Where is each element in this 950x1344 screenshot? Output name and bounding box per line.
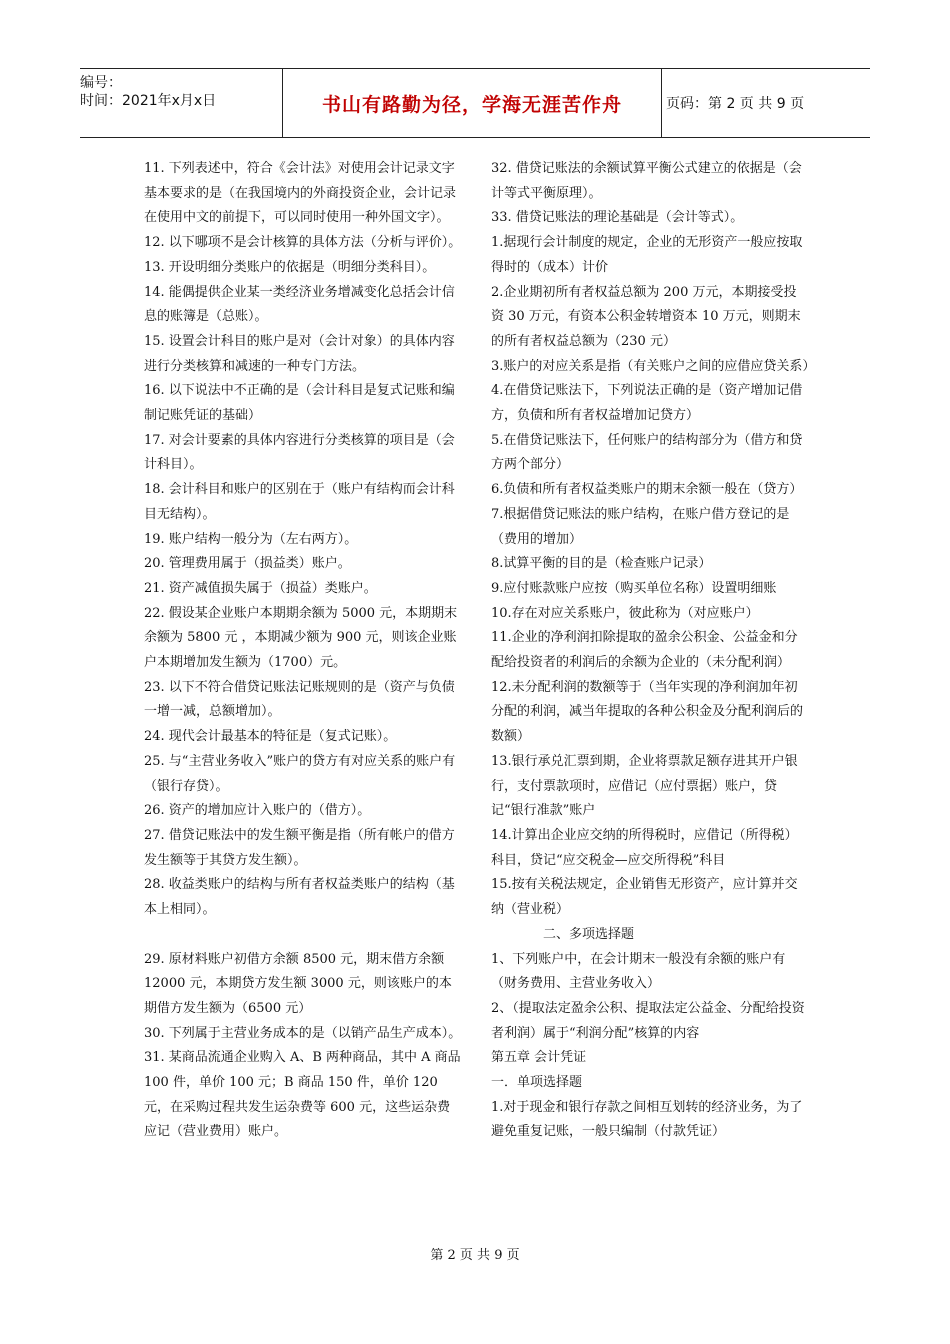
document-number-label: 编号： xyxy=(80,75,122,91)
question-paragraph: 24. 现代会计最基本的特征是（复式记账）。 xyxy=(144,729,397,745)
left-column xyxy=(144,157,462,1145)
question-paragraph: 17. 对会计要素的具体内容进行分类核算的项目是（会计科目）。 xyxy=(144,432,455,473)
question-paragraph: 29. 原材料账户初借方余额 8500 元，期末借方余额 12000 元，本期贷方发生额 3000 元，则该账户的本期借方发生额为（6500 元） xyxy=(144,951,452,1016)
header-motto: 书山有路勤为径，学海无涯苦作舟 xyxy=(321,93,622,116)
question-paragraph: 16. 以下说法中不正确的是（会计科目是复式记账和编制记账凭证的基础） xyxy=(144,383,455,424)
blank-line xyxy=(144,923,462,948)
header-meta xyxy=(80,69,280,142)
page-header xyxy=(80,68,870,138)
question-paragraph: 33. 借贷记账法的理论基础是（会计等式）。 xyxy=(491,210,744,226)
header-motto-cell xyxy=(282,69,662,137)
section-heading: 一．单项选择题 xyxy=(491,1075,583,1091)
question-paragraph: 11. 下列表述中，符合《会计法》对使用会计记录文字基本要求的是（在我国境内的外商投资企业，会计记录在使用中文的前提下，可以同时使用一种外国文字）。 xyxy=(144,161,457,226)
question-paragraph: 8.试算平衡的目的是（检查账户记录） xyxy=(491,556,712,572)
question-paragraph: 6.负债和所有者权益类账户的期末余额一般在（贷方） xyxy=(491,482,803,498)
question-paragraph: 31. 某商品流通企业购入 A、B 两种商品，其中 A 商品 100 件，单价 100 元；B 商品 150 件，单价 120 元，在采购过程共发生运杂费等 600 元，这些运杂费应记（营业费用）账户。 xyxy=(144,1050,461,1140)
question-paragraph: 2、（提取法定盈余公积、提取法定公益金、分配给投资者利润）属于“利润分配”核算的内容 xyxy=(491,1000,805,1041)
question-paragraph: 7.根据借贷记账法的账户结构，在账户借方登记的是（费用的增加） xyxy=(491,506,790,547)
right-column xyxy=(491,157,816,1145)
question-paragraph: 3.账户的对应关系是指（有关账户之间的应借应贷关系） xyxy=(491,358,816,374)
question-paragraph: 11.企业的净利润扣除提取的盈余公积金、公益金和分配给投资者的利润后的余额为企业的（未分配利润） xyxy=(491,630,798,671)
chapter-heading: 第五章 会计凭证 xyxy=(491,1050,587,1066)
question-paragraph: 1.据现行会计制度的规定，企业的无形资产一般应按取得时的（成本）计价 xyxy=(491,235,803,275)
question-paragraph: 15.按有关税法规定，企业销售无形资产，应计算并交纳（营业税） xyxy=(491,877,798,918)
question-paragraph: 12. 以下哪项不是会计核算的具体方法（分析与评价）。 xyxy=(144,235,462,251)
question-paragraph: 2.企业期初所有者权益总额为 200 万元，本期接受投资 30 万元，有资本公积金转增资本 10 万元，则期末的所有者权益总额为（230 元） xyxy=(491,284,801,349)
question-paragraph: 18. 会计科目和账户的区别在于（账户有结构而会计科目无结构）。 xyxy=(144,482,455,522)
question-paragraph: 1、下列账户中，在会计期末一般没有余额的账户有（财务费用、主营业务收入） xyxy=(491,951,786,992)
question-paragraph: 27. 借贷记账法中的发生额平衡是指（所有帐户的借方发生额等于其贷方发生额）。 xyxy=(144,827,455,868)
question-paragraph: 30. 下列属于主营业务成本的是（以销产品生产成本）。 xyxy=(144,1025,462,1041)
question-paragraph: 5.在借贷记账法下，任何账户的结构部分为（借方和贷方两个部分） xyxy=(491,432,803,473)
question-paragraph: 23. 以下不符合借贷记账法记账规则的是（资产与负债一增一减，总额增加）。 xyxy=(144,679,455,720)
question-paragraph: 21. 资产减值损失属于（损益）类账户。 xyxy=(144,580,377,596)
question-paragraph: 12.未分配利润的数额等于（当年实现的净利润加年初分配的利润，减当年提取的各种公积金及分配利润后的数额） xyxy=(491,679,804,745)
question-paragraph: 14. 能偶提供企业某一类经济业务增减变化总括会计信息的账簿是（总账）。 xyxy=(144,284,455,325)
section-heading: 二、多项选择题 xyxy=(543,926,635,942)
document-time-label: 时间：2021年x月x日 xyxy=(80,93,217,109)
question-paragraph: 26. 资产的增加应计入账户的（借方）。 xyxy=(144,803,371,819)
question-paragraph: 15. 设置会计科目的账户是对（会计对象）的具体内容进行分类核算和减速的一种专门方法。 xyxy=(144,333,455,374)
question-paragraph: 13.银行承兑汇票到期，企业将票款足额存进其开户银行，支付票款项时，应借记（应付票据）账户，贷记“银行准款”账户 xyxy=(491,753,798,819)
question-paragraph: 13. 开设明细分类账户的依据是（明细分类科目）。 xyxy=(144,259,436,275)
question-paragraph: 25. 与“主营业务收入”账户的贷方有对应关系的账户有（银行存贷）。 xyxy=(144,753,456,794)
question-paragraph: 14.计算出企业应交纳的所得税时，应借记（所得税）科目，贷记“应交税金—应交所得税”科目 xyxy=(491,827,798,868)
question-paragraph: 10.存在对应关系账户，彼此称为（对应账户） xyxy=(491,605,759,621)
question-paragraph: 9.应付账款账户应按（购买单位名称）设置明细账 xyxy=(491,580,777,596)
question-paragraph: 22. 假设某企业账户本期期余额为 5000 元，本期期末余额为 5800 元 ，本期减少额为 900 元，则该企业账户本期增加发生额为（1700）元。 xyxy=(144,605,458,671)
page-footer: 第 2 页 共 9 页 xyxy=(430,1248,520,1263)
question-paragraph: 1.对于现金和银行存款之间相互划转的经济业务，为了避免重复记账，一般只编制（付款凭证） xyxy=(491,1099,803,1140)
question-paragraph: 19. 账户结构一般分为（左右两方）。 xyxy=(144,531,358,547)
question-paragraph: 32. 借贷记账法的余额试算平衡公式建立的依据是（会计等式平衡原理）。 xyxy=(491,161,802,201)
question-paragraph: 20. 管理费用属于（损益类）账户。 xyxy=(144,556,351,572)
question-paragraph: 28. 收益类账户的结构与所有者权益类账户的结构（基本上相同）。 xyxy=(144,877,455,918)
header-page-info: 页码：第 2 页 共 9 页 xyxy=(666,96,805,112)
question-paragraph: 4.在借贷记账法下，下列说法正确的是（资产增加记借方，负债和所有者权益增加记贷方） xyxy=(491,383,803,424)
